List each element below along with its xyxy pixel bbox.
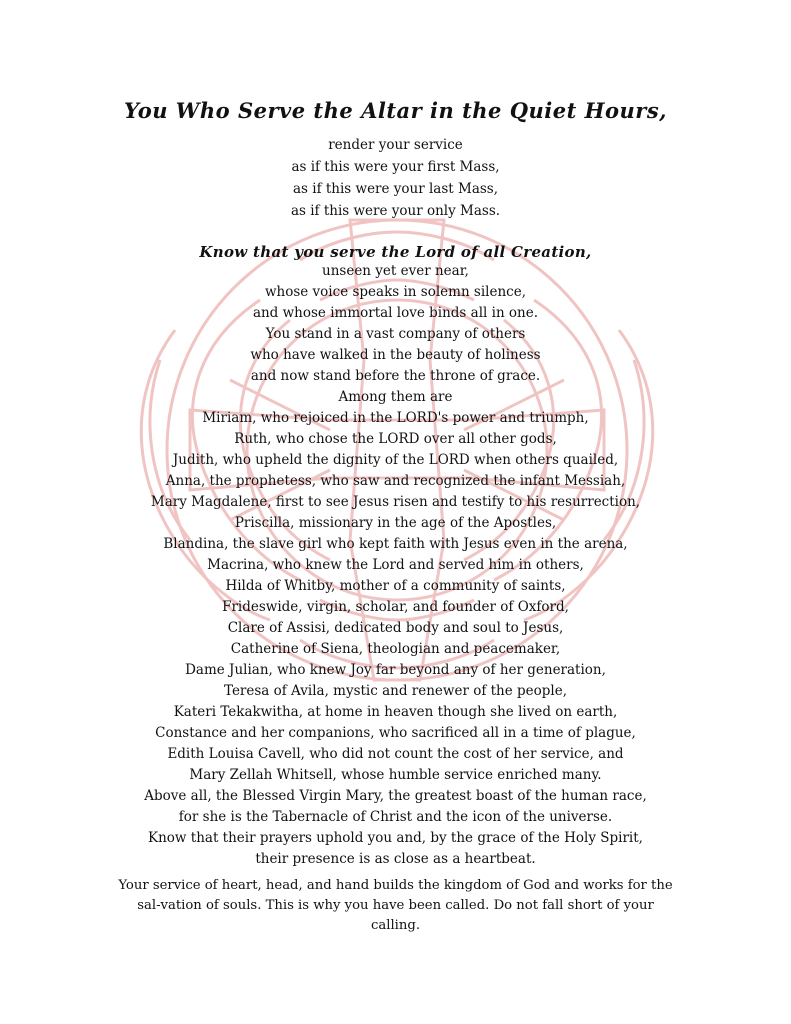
page-title: You Who Serve the Altar in the Quiet Hours, [124, 98, 667, 123]
verse-line: Among them are [338, 389, 453, 405]
verse-line: Teresa of Avila, mystic and renewer of the people, [223, 683, 568, 699]
verse-line: unseen yet ever near, [322, 263, 469, 279]
verse-line: Edith Louisa Cavell, who did not count the cost of her service, and [167, 746, 624, 762]
verse-line: Mary Zellah Whitsell, whose humble service enriched many. [189, 767, 602, 783]
verse-line: Know that their prayers uphold you and, by the grace of the Holy Spirit, [148, 830, 643, 846]
verse-line: Priscilla, missionary in the age of the Apostles, [234, 515, 557, 531]
verse-line: as if this were your only Mass. [290, 203, 501, 219]
verse-line: their presence is as close as a heartbeat. [255, 851, 536, 867]
verse-line: Above all, the Blessed Virgin Mary, the greatest boast of the human race, [144, 788, 647, 804]
verse-line: as if this were your last Mass, [292, 181, 499, 197]
verse-line: render your service [328, 137, 463, 153]
verse-line: whose voice speaks in solemn silence, [264, 284, 527, 300]
verse-line: Frideswide, virgin, scholar, and founder of Oxford, [222, 599, 569, 615]
section-heading: Know that you serve the Lord of all Creation, [199, 243, 592, 261]
verse-line: Miriam, who rejoiced in the LORD's power and triumph, [202, 410, 589, 426]
verse-line: and whose immortal love binds all in one. [252, 305, 539, 321]
verse-line: Mary Magdalene, first to see Jesus risen and testify to his resurrection, [150, 494, 641, 510]
verse-line: Kateri Tekakwitha, at home in heaven though she lived on earth, [173, 704, 618, 720]
verse-line: for she is the Tabernacle of Christ and the icon of the universe. [178, 809, 613, 825]
verse-line: You stand in a vast company of others [265, 326, 526, 342]
verse-line: Blandina, the slave girl who kept faith with Jesus even in the arena, [163, 536, 628, 552]
verse-line: Catherine of Siena, theologian and peacemaker, [230, 641, 561, 657]
closing-paragraph: Your service of heart, head, and hand builds the kingdom of God and works for the sal-vation of souls. This is why you have been called. Do not fall short of your calling. [118, 878, 673, 933]
verse-line: who have walked in the beauty of holiness [250, 347, 541, 363]
verse-line: Dame Julian, who knew Joy far beyond any of her generation, [185, 662, 606, 678]
verse-line: Clare of Assisi, dedicated body and soul to Jesus, [227, 620, 564, 636]
verse-line: Judith, who upheld the dignity of the LORD when others quailed, [172, 452, 619, 468]
opening-stanza [0, 134, 791, 222]
verse-line: Macrina, who knew the Lord and served him in others, [207, 557, 584, 573]
verse-line: Ruth, who chose the LORD over all other gods, [234, 431, 557, 447]
verse-line: as if this were your first Mass, [291, 159, 500, 175]
verse-line: Hilda of Whitby, mother of a community of saints, [225, 578, 566, 594]
verse-line: Anna, the prophetess, who saw and recognized the infant Messiah, [165, 473, 626, 489]
litany-stanza [0, 261, 791, 870]
verse-line: and now stand before the throne of grace. [250, 368, 541, 384]
verse-line: Constance and her companions, who sacrificed all in a time of plague, [155, 725, 636, 741]
